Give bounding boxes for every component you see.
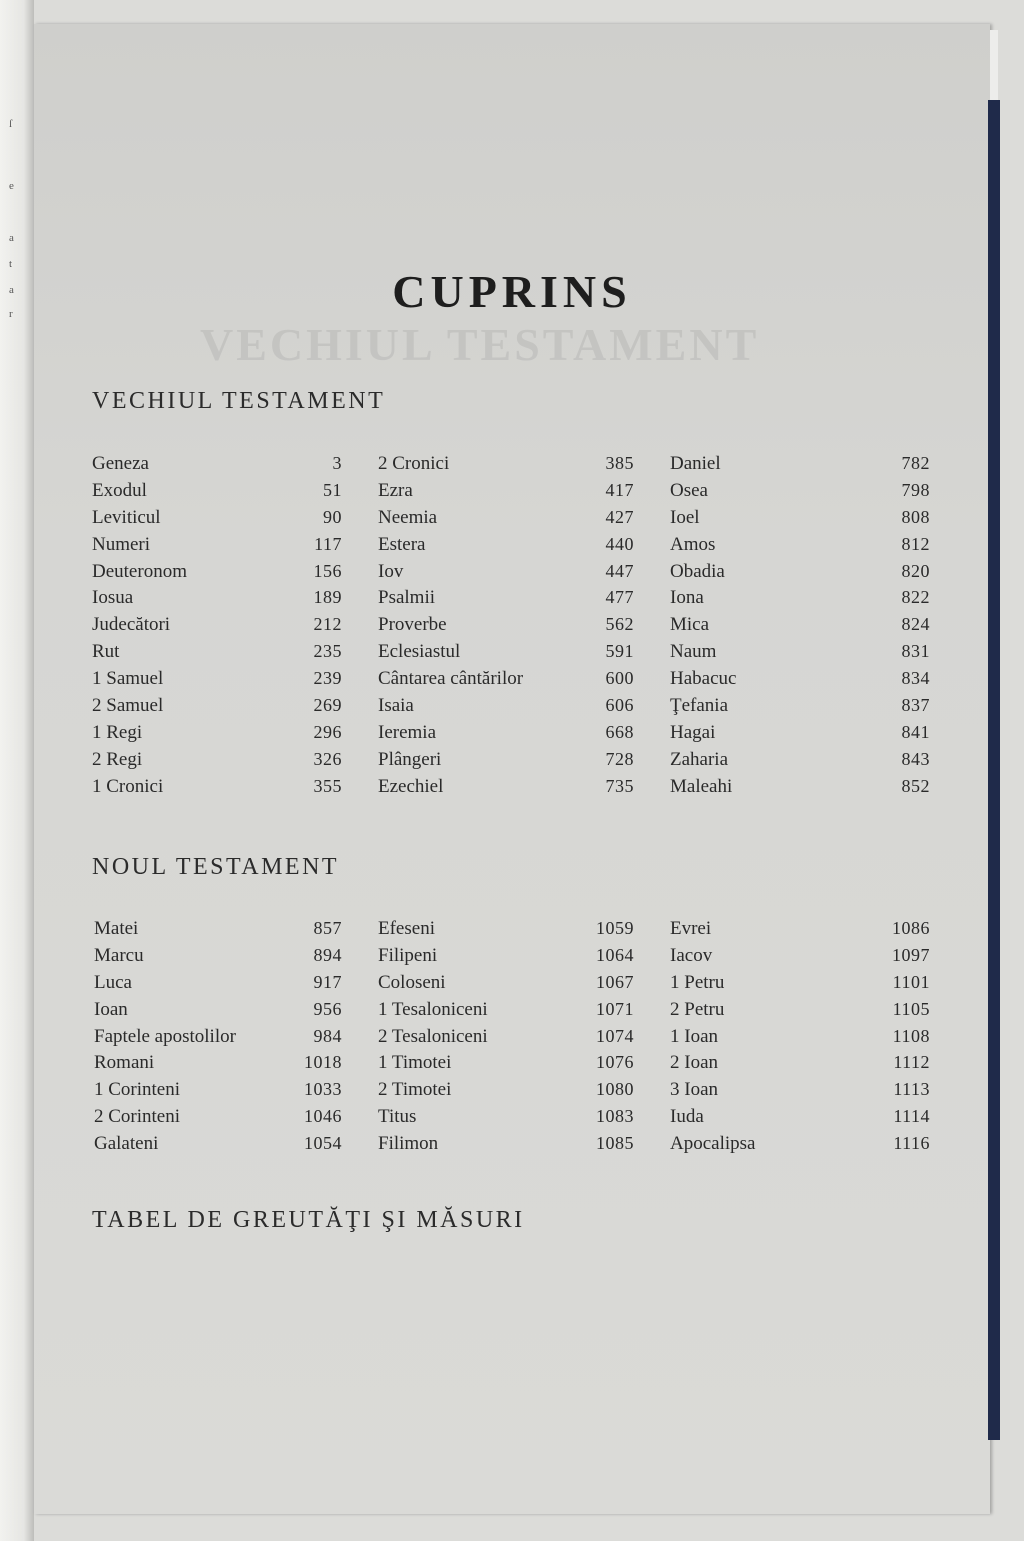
toc-entry: [92, 480, 342, 507]
toc-entry-name: Ioel: [670, 506, 700, 528]
toc-entry-page: 189: [313, 587, 342, 608]
toc-column-old-2: [378, 453, 634, 803]
facing-page-text: ſ: [9, 118, 13, 130]
toc-entry-page: 1054: [304, 1133, 342, 1154]
toc-entry-page: 1085: [596, 1133, 634, 1154]
toc-entry-page: 808: [901, 506, 930, 527]
toc-entry: [94, 945, 342, 972]
toc-entry: [670, 722, 930, 749]
toc-entry: [670, 1052, 930, 1079]
toc-entry-page: 427: [605, 506, 634, 527]
toc-entry-name: Filimon: [378, 1133, 439, 1155]
toc-entry: [378, 641, 634, 668]
toc-entry-page: 822: [901, 587, 930, 608]
toc-entry: [378, 999, 634, 1026]
toc-entry-name: Ioan: [94, 998, 128, 1020]
toc-entry-page: 1071: [596, 998, 634, 1019]
toc-entry: [378, 587, 634, 614]
toc-entry: [670, 749, 930, 776]
toc-entry: [670, 1079, 930, 1106]
toc-entry: [378, 561, 634, 588]
toc-entry-name: Habacuc: [670, 668, 737, 690]
toc-entry-name: 1 Timotei: [378, 1052, 452, 1074]
toc-entry: [378, 945, 634, 972]
toc-entry-name: Maleahi: [670, 775, 733, 797]
toc-entry: [670, 1026, 930, 1053]
facing-page-text: r: [9, 308, 13, 320]
toc-entry: [670, 480, 930, 507]
toc-entry: [92, 614, 342, 641]
toc-entry-name: Neemia: [378, 506, 438, 528]
toc-entry-page: 591: [605, 641, 634, 662]
toc-entry: [670, 507, 930, 534]
toc-entry-page: 600: [605, 668, 634, 689]
toc-entry-page: 1101: [892, 971, 930, 992]
toc-entry-name: Ţefania: [670, 695, 729, 717]
toc-entry-page: 212: [313, 614, 342, 635]
toc-entry: [92, 749, 342, 776]
section-heading-new-testament: NOUL TESTAMENT: [92, 854, 340, 880]
toc-entry-page: 956: [313, 998, 342, 1019]
toc-entry-page: 735: [605, 775, 634, 796]
toc-entry-name: Rut: [92, 641, 120, 663]
toc-entry-name: 3 Ioan: [670, 1079, 719, 1101]
toc-entry-page: 841: [901, 721, 930, 742]
toc-entry-name: Romani: [94, 1052, 155, 1074]
toc-entry-page: 837: [901, 695, 930, 716]
toc-entry: [378, 507, 634, 534]
toc-entry: [670, 1133, 930, 1160]
toc-entry-name: 1 Tesaloniceni: [378, 998, 488, 1020]
toc-entry-page: 834: [901, 668, 930, 689]
toc-entry-name: Deuteronom: [92, 560, 187, 582]
toc-entry-page: 1018: [304, 1052, 342, 1073]
toc-entry-name: Cântarea cântărilor: [378, 668, 524, 690]
toc-entry: [378, 749, 634, 776]
toc-entry-page: 831: [901, 641, 930, 662]
toc-entry: [92, 534, 342, 561]
toc-entry-name: Galateni: [94, 1133, 159, 1155]
toc-entry-name: Exodul: [92, 479, 147, 501]
toc-entry-name: 1 Cronici: [92, 775, 164, 797]
toc-entry: [92, 453, 342, 480]
toc-entry-name: Daniel: [670, 453, 721, 474]
toc-entry: [670, 776, 930, 803]
facing-page-text: a: [9, 232, 14, 244]
toc-entry: [92, 641, 342, 668]
toc-entry-name: Ezechiel: [378, 775, 444, 797]
toc-entry: [378, 1106, 634, 1133]
toc-entry-page: 1086: [892, 918, 930, 938]
toc-column-old-1: [92, 453, 342, 803]
toc-entry-name: Titus: [378, 1106, 417, 1128]
toc-entry-name: 1 Regi: [92, 721, 143, 743]
toc-entry: [92, 507, 342, 534]
toc-entry: [670, 1106, 930, 1133]
toc-entry: [94, 1079, 342, 1106]
toc-entry-page: 1083: [596, 1106, 634, 1127]
toc-entry-name: 1 Corinteni: [94, 1079, 181, 1101]
toc-entry-page: 852: [901, 775, 930, 796]
toc-entry: [92, 695, 342, 722]
toc-entry-page: 1116: [893, 1133, 930, 1154]
toc-entry: [378, 1052, 634, 1079]
toc-entry-page: 447: [605, 560, 634, 581]
toc-entry-name: Iuda: [670, 1106, 704, 1128]
toc-entry-page: 3: [332, 453, 342, 473]
toc-entry: [378, 776, 634, 803]
toc-entry: [378, 722, 634, 749]
toc-entry-page: 239: [313, 668, 342, 689]
toc-entry-name: Plângeri: [378, 748, 442, 770]
toc-entry-page: 1112: [893, 1052, 930, 1073]
toc-entry-page: 728: [605, 748, 634, 769]
toc-entry-page: 843: [901, 748, 930, 769]
toc-entry-page: 1113: [893, 1079, 930, 1100]
toc-entry-page: 269: [313, 695, 342, 716]
toc-entry-name: Psalmii: [378, 587, 436, 609]
toc-entry-page: 984: [313, 1025, 342, 1046]
toc-entry: [92, 776, 342, 803]
toc-entry-page: 1059: [596, 918, 634, 938]
toc-entry: [94, 999, 342, 1026]
toc-entry-name: 2 Ioan: [670, 1052, 719, 1074]
toc-entry-page: 1108: [892, 1025, 930, 1046]
toc-entry: [378, 972, 634, 999]
toc-entry-page: 477: [605, 587, 634, 608]
toc-entry: [670, 918, 930, 945]
toc-entry: [378, 453, 634, 480]
toc-entry-name: Obadia: [670, 560, 725, 582]
toc-entry-page: 385: [605, 453, 634, 473]
toc-entry-page: 1074: [596, 1025, 634, 1046]
toc-entry-name: Naum: [670, 641, 717, 663]
toc-entry: [378, 480, 634, 507]
toc-entry-page: 90: [323, 506, 342, 527]
toc-entry: [92, 668, 342, 695]
toc-entry-name: Isaia: [378, 695, 414, 717]
toc-entry-page: 355: [313, 775, 342, 796]
toc-entry-page: 894: [313, 944, 342, 965]
toc-column-new-2: [378, 918, 634, 1160]
toc-column-new-1: [94, 918, 342, 1160]
toc-entry-name: 1 Ioan: [670, 1025, 719, 1047]
toc-entry: [92, 587, 342, 614]
toc-entry: [670, 614, 930, 641]
toc-entry-name: Mica: [670, 614, 710, 636]
toc-column-old-3: [670, 453, 930, 803]
toc-entry-page: 1105: [892, 998, 930, 1019]
toc-entry-name: Amos: [670, 533, 716, 555]
toc-entry-page: 668: [605, 721, 634, 742]
toc-entry-name: Evrei: [670, 918, 712, 939]
toc-entry-name: Filipeni: [378, 944, 438, 966]
toc-entry-page: 1033: [304, 1079, 342, 1100]
toc-entry: [94, 972, 342, 999]
toc-entry-name: Osea: [670, 479, 708, 501]
toc-entry-page: 857: [313, 918, 342, 938]
toc-entry-page: 798: [901, 479, 930, 500]
toc-entry-name: Iosua: [92, 587, 134, 609]
toc-entry-page: 1046: [304, 1106, 342, 1127]
toc-entry-name: Proverbe: [378, 614, 447, 636]
toc-entry: [378, 918, 634, 945]
toc-entry-name: 2 Samuel: [92, 695, 164, 717]
toc-entry: [378, 1133, 634, 1160]
toc-entry-page: 1097: [892, 944, 930, 965]
toc-entry-name: Matei: [94, 918, 139, 939]
toc-entry-page: 1080: [596, 1079, 634, 1100]
toc-column-new-3: [670, 918, 930, 1160]
toc-entry: [94, 1133, 342, 1160]
toc-entry-page: 51: [323, 479, 342, 500]
toc-entry-name: Numeri: [92, 533, 151, 555]
toc-entry-page: 326: [313, 748, 342, 769]
toc-entry-name: Eclesiastul: [378, 641, 461, 663]
toc-entry-name: Faptele apostolilor: [94, 1025, 236, 1047]
toc-entry: [92, 561, 342, 588]
toc-entry: [378, 614, 634, 641]
toc-entry-page: 562: [605, 614, 634, 635]
toc-entry-name: Efeseni: [378, 918, 435, 939]
toc-entry: [94, 1052, 342, 1079]
toc-entry-page: 917: [313, 971, 342, 992]
toc-entry: [378, 695, 634, 722]
toc-entry-name: Ezra: [378, 479, 413, 501]
page-title: CUPRINS: [392, 266, 632, 317]
toc-entry-name: Iona: [670, 587, 704, 609]
toc-entry: [378, 1026, 634, 1053]
facing-page-edge: [0, 0, 34, 1541]
toc-entry-name: 1 Samuel: [92, 668, 164, 690]
toc-entry-name: 2 Corinteni: [94, 1106, 181, 1128]
toc-entry-page: 156: [313, 560, 342, 581]
toc-entry: [94, 1106, 342, 1133]
section-heading-tables: TABEL DE GREUTĂŢI ŞI MĂSURI: [92, 1207, 525, 1233]
cover-edge-light: [990, 30, 998, 100]
toc-entry-page: 235: [313, 641, 342, 662]
toc-entry: [670, 587, 930, 614]
toc-entry: [670, 999, 930, 1026]
toc-entry: [378, 534, 634, 561]
toc-entry-name: 2 Timotei: [378, 1079, 452, 1101]
toc-entry: [670, 972, 930, 999]
facing-page-text: e: [9, 180, 14, 192]
toc-entry-name: Luca: [94, 971, 132, 993]
toc-entry-name: 2 Petru: [670, 998, 725, 1020]
toc-entry-name: 2 Tesaloniceni: [378, 1025, 488, 1047]
toc-entry-name: 2 Cronici: [378, 453, 450, 474]
toc-entry-page: 296: [313, 721, 342, 742]
facing-page-text: t: [9, 258, 13, 270]
section-heading-old-testament: VECHIUL TESTAMENT: [92, 388, 386, 414]
toc-entry: [670, 641, 930, 668]
toc-entry: [94, 1026, 342, 1053]
toc-entry-page: 812: [901, 533, 930, 554]
show-through-text: VECHIUL TESTAMENT: [200, 319, 760, 370]
toc-entry-name: Geneza: [92, 453, 149, 474]
facing-page-text: a: [9, 284, 14, 296]
toc-entry: [670, 668, 930, 695]
toc-entry: [670, 453, 930, 480]
toc-entry: [670, 945, 930, 972]
toc-entry-name: Ieremia: [378, 721, 437, 743]
toc-entry: [670, 695, 930, 722]
toc-entry: [92, 722, 342, 749]
toc-entry-page: 117: [314, 533, 342, 554]
toc-entry-page: 820: [901, 560, 930, 581]
toc-entry-name: Judecători: [92, 614, 171, 636]
toc-entry: [378, 1079, 634, 1106]
toc-entry-name: Zaharia: [670, 748, 729, 770]
toc-entry: [378, 668, 634, 695]
toc-entry-page: 440: [605, 533, 634, 554]
toc-entry-page: 417: [605, 479, 634, 500]
toc-entry-name: Coloseni: [378, 971, 446, 993]
toc-entry-page: 1067: [596, 971, 634, 992]
toc-entry: [94, 918, 342, 945]
toc-entry: [670, 561, 930, 588]
toc-entry-name: Marcu: [94, 944, 144, 966]
toc-entry-page: 1076: [596, 1052, 634, 1073]
toc-entry-page: 606: [605, 695, 634, 716]
toc-entry-name: Hagai: [670, 721, 716, 743]
toc-entry-page: 824: [901, 614, 930, 635]
toc-entry-name: Estera: [378, 533, 426, 555]
toc-entry: [670, 534, 930, 561]
toc-entry-name: Apocalipsa: [670, 1133, 756, 1155]
toc-entry-page: 1114: [893, 1106, 930, 1127]
toc-entry-name: Iacov: [670, 944, 713, 966]
toc-entry-name: 2 Regi: [92, 748, 143, 770]
toc-entry-page: 1064: [596, 944, 634, 965]
toc-entry-name: 1 Petru: [670, 971, 725, 993]
toc-entry-name: Iov: [378, 560, 404, 582]
toc-entry-name: Leviticul: [92, 506, 161, 528]
toc-entry-page: 782: [901, 453, 930, 473]
